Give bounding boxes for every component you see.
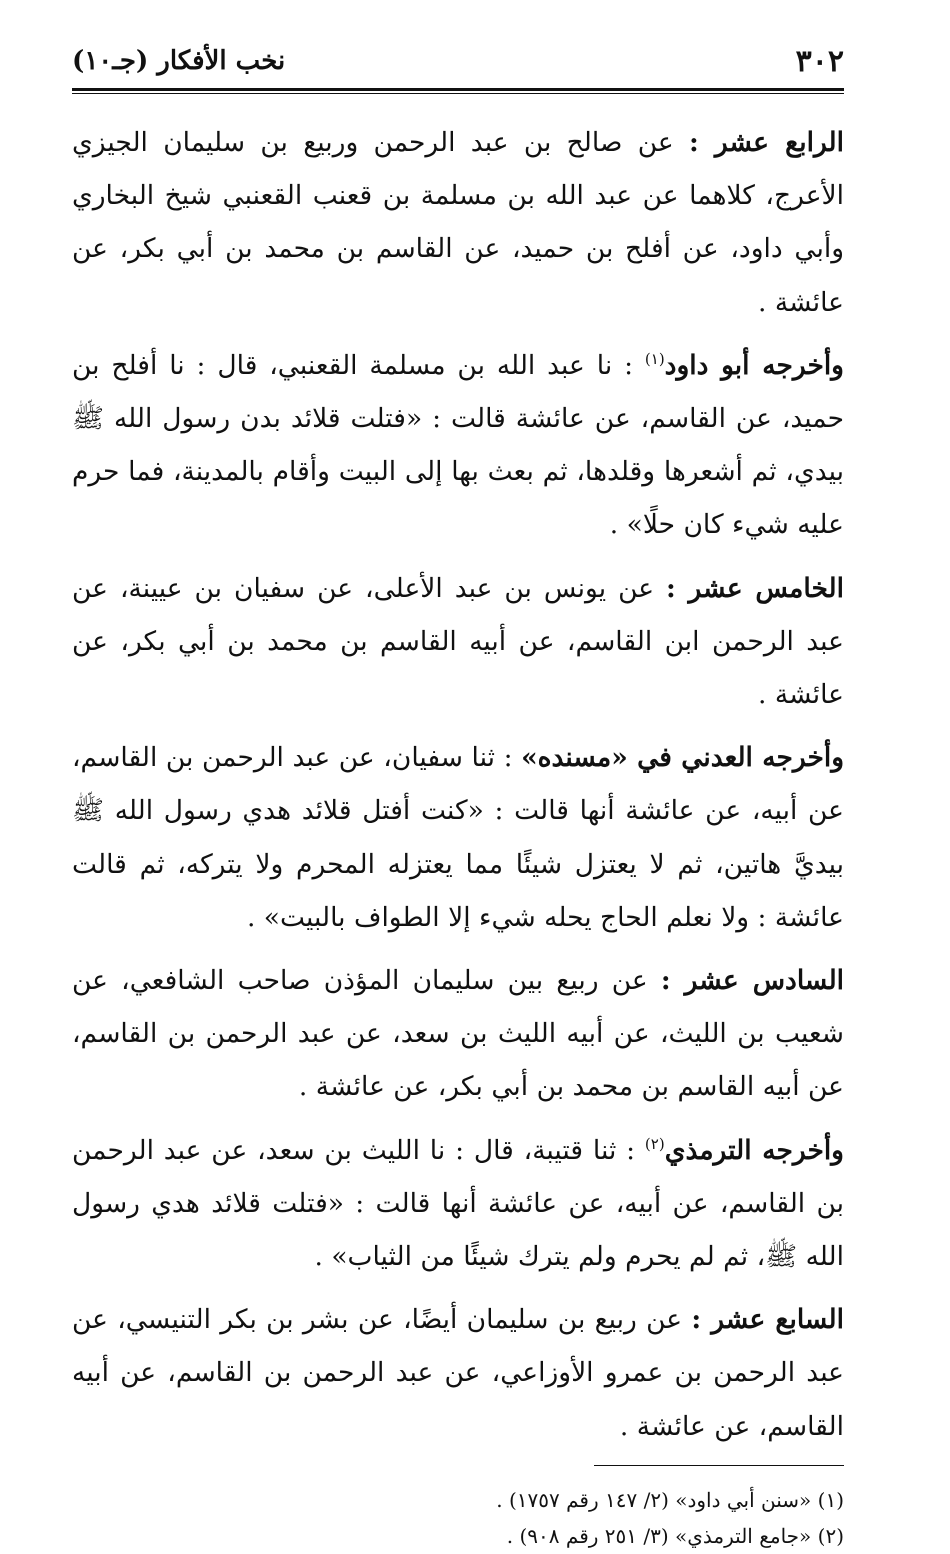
- paragraph-lead: وأخرجه العدني في «مسنده»: [521, 742, 845, 774]
- paragraph-lead: وأخرجه الترمذي: [664, 1134, 844, 1166]
- paragraph-lead: الخامس عشر :: [666, 572, 844, 604]
- paragraph-lead: السابع عشر :: [691, 1304, 844, 1336]
- paragraph-text: : ثنا سفيان، عن عبد الرحمن بن القاسم، عن أبيه، عن عائشة أنها قالت : «كنت أفتل قلائد هدي رسول الله ﷺ بيديَّ هاتين، ثم لا يعتزل شيئًا مما يعتزله المحرم ولا يتركه، ثم قالت عائشة : ولا نعلم الحاج يحله شيء إلا الطواف بالبيت» .: [72, 742, 844, 933]
- paragraph-lead: الرابع عشر :: [689, 127, 844, 158]
- paragraph: [72, 954, 844, 1114]
- footnote-rule: [594, 1465, 844, 1466]
- body-text: [72, 116, 844, 1453]
- paragraph-text: عن ربيع بين سليمان المؤذن صاحب الشافعي، عن شعيب بن الليث، عن أبيه الليث بن سعد، عن عبد الرحمن بن القاسم، عن أبيه القاسم بن محمد بن أبي بكر، عن عائشة .: [72, 965, 844, 1103]
- paragraph-lead: السادس عشر :: [660, 965, 845, 997]
- page: [72, 40, 844, 1554]
- paragraph: [72, 116, 844, 329]
- paragraph-text: : ثنا قتيبة، قال : نا الليث بن سعد، عن عبد الرحمن بن القاسم، عن أبيه، عن عائشة أنها قالت : «فتلت قلائد هدي رسول الله ﷺ، ثم لم يحرم ولم يترك شيئًا من الثياب» .: [72, 1134, 844, 1273]
- paragraph-text: عن ربيع بن سليمان أيضًا، عن بشر بن بكر التنيسي، عن عبد الرحمن بن عمرو الأوزاعي، عن عبد الرحمن بن القاسم، عن أبيه القاسم، عن عائشة .: [72, 1304, 844, 1442]
- paragraph-text: عن يونس بن عبد الأعلى، عن سفيان بن عيينة، عن عبد الرحمن ابن القاسم، عن أبيه القاسم بن محمد بن أبي بكر، عن عائشة .: [72, 572, 844, 711]
- paragraph: [72, 1124, 844, 1284]
- page-number: ٣٠٢: [795, 44, 844, 79]
- footnotes: [72, 1482, 844, 1554]
- paragraph-text: : نا عبد الله بن مسلمة القعنبي، قال : نا أفلح بن حميد، عن القاسم، عن عائشة قالت : «فتلت قلائد بدن رسول الله ﷺ بيدي، ثم أشعرها وقلدها، ثم بعث بها إلى البيت وأقام بالمدينة، فما حرم عليه شيء كان حلًا» .: [72, 349, 844, 541]
- paragraph: [72, 1293, 844, 1453]
- footnote-ref: (٢): [644, 1134, 665, 1153]
- page-header: [72, 40, 844, 84]
- paragraph: [72, 731, 844, 944]
- paragraph: [72, 562, 844, 722]
- footnote-ref: (١): [644, 349, 665, 368]
- footnote: (٢) «جامع الترمذي» (٣/ ٢٥١ رقم ٩٠٨) .: [506, 1523, 844, 1548]
- paragraph: [72, 339, 844, 552]
- paragraph-lead: وأخرجه أبو داود: [664, 349, 844, 381]
- paragraph-text: عن صالح بن عبد الرحمن وربيع بن سليمان الجيزي الأعرج، كلاهما عن عبد الله بن مسلمة بن قعنب القعنبي شيخ البخاري وأبي داود، عن أفلح بن حميد، عن القاسم بن محمد بن أبي بكر، عن عائشة .: [72, 127, 844, 318]
- running-title: نخب الأفكار (جـ١٠): [72, 46, 286, 76]
- footnote: (١) «سنن أبي داود» (٢/ ١٤٧ رقم ١٧٥٧) .: [496, 1487, 844, 1512]
- header-rule: [72, 88, 844, 94]
